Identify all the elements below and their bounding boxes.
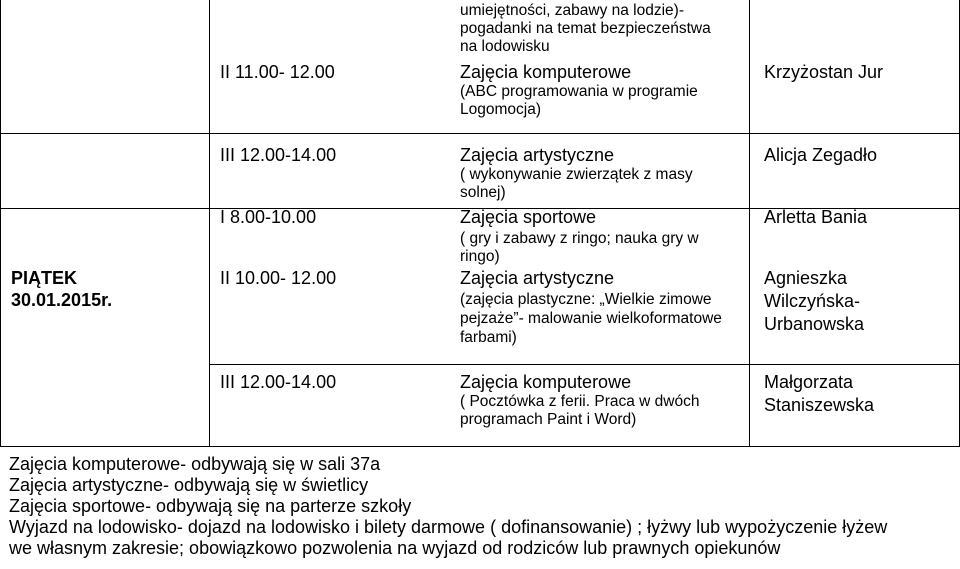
activity-description: farbami) — [460, 329, 517, 346]
session-time: III 12.00-14.00 — [220, 372, 337, 392]
activity-description: solnej) — [460, 184, 506, 201]
activity-description: ( Pocztówka z ferii. Praca w dwóch — [460, 393, 700, 410]
teacher-name: Arletta Bania — [764, 207, 868, 227]
notes-section — [9, 454, 887, 559]
activity-description: pogadanki na temat bezpieczeństwa — [460, 20, 711, 37]
note-line: we własnym zakresie; obowiązkowo pozwolenia na wyjazd od rodziców lub prawnych opiekunów — [9, 538, 781, 558]
teacher-name: Krzyżostan Jur — [764, 62, 884, 82]
activity-title: Zajęcia artystyczne — [460, 145, 615, 165]
table-divider-day — [209, 0, 210, 447]
activity-description: na lodowisku — [460, 38, 550, 55]
activity-description: ( gry i zabawy z ringo; nauka gry w — [460, 230, 699, 247]
session-time: II 11.00- 12.00 — [220, 62, 335, 82]
table-divider-teacher — [749, 0, 750, 447]
activity-description: programach Paint i Word) — [460, 411, 637, 428]
activity-description: pejzaże”- malowanie wielkoformatowe — [460, 310, 722, 327]
teacher-name: Urbanowska — [764, 314, 865, 334]
note-line: Wyjazd na lodowisko- dojazd na lodowisko i bilety darmowe ( dofinansowanie) ; łyżwy lub wypożyczenie łyżew — [9, 517, 888, 537]
activity-title: Zajęcia komputerowe — [460, 62, 632, 82]
activity-title: Zajęcia komputerowe — [460, 372, 632, 392]
session-time: II 10.00- 12.00 — [220, 268, 337, 288]
activity-description: ringo) — [460, 248, 500, 265]
activity-description: (zajęcia plastyczne: „Wielkie zimowe — [460, 291, 712, 308]
activity-description: ( wykonywanie zwierzątek z masy — [460, 166, 693, 183]
activity-description: umiejętności, zabawy na lodzie)- — [460, 2, 684, 19]
teacher-name: Staniszewska — [764, 395, 875, 415]
row-separator — [209, 364, 960, 365]
note-line: Zajęcia artystyczne- odbywają się w świetlicy — [9, 475, 369, 495]
day-date: 30.01.2015r. — [11, 290, 113, 310]
teacher-name: Agnieszka — [764, 268, 848, 288]
teacher-name: Wilczyńska- — [764, 291, 861, 311]
table-border-bottom — [0, 446, 960, 447]
activity-description: (ABC programowania w programie — [460, 83, 698, 100]
day-name: PIĄTEK — [11, 268, 78, 288]
teacher-name: Małgorzata — [764, 372, 854, 392]
note-line: Zajęcia komputerowe- odbywają się w sali 37a — [9, 454, 381, 474]
activity-title: Zajęcia artystyczne — [460, 268, 615, 288]
activity-title: Zajęcia sportowe — [460, 207, 597, 227]
session-time: I 8.00-10.00 — [220, 207, 317, 227]
row-separator — [0, 133, 960, 134]
note-line: Zajęcia sportowe- odbywają się na parterze szkoły — [9, 496, 412, 516]
teacher-name: Alicja Zegadło — [764, 145, 878, 165]
activity-description: Logomocja) — [460, 101, 541, 118]
session-time: III 12.00-14.00 — [220, 145, 337, 165]
table-border-left — [0, 0, 1, 447]
